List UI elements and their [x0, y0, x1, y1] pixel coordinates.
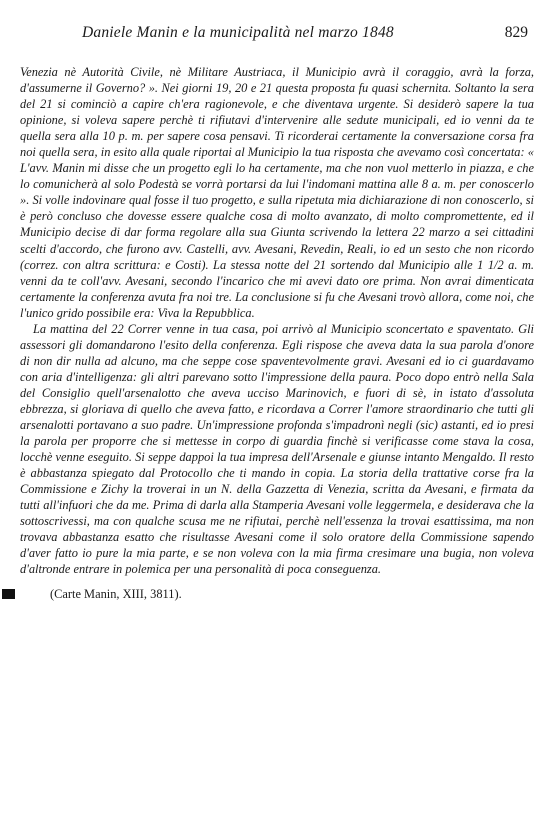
paragraph-2: La mattina del 22 Correr venne in tua casa, poi arrivò al Municipio sconcertato e spaventato. Gli assessori gli domandarono l'esito della conferenza. Egli rispose che aveva data la sua parola d'onore di non dir nulla ad alcuno, ma che seppe cose spaventevolmente gravi. Avesani ed io ci guardavamo con aria d'intelligenza: gli altri parevano sotto l'impressione della paura. Poco dopo entrò nella Sala del Consiglio quell'arsenalotto che aveva ucciso Marinovich, e fuori di sè, in istato d'assoluta ebbrezza, si gloriava di quello che aveva fatto, e ricordava a Correr l'amore straordinario che tutti gli arsenalotti portavano a suo padre. Un'impressione profonda s'impadronì negli (sic) astanti, ed io presi la parola per proporre che si mettesse in corpo di guardia finchè si verificasse come stava la cosa, locchè venne eseguito. Si seppe dappoi la tua impresa dell'Arsenale e giunse intanto Mengaldo. Il resto è abbastanza spiegato dal Protocollo che ti mando in copia. La storia della trattative corse fra la Commissione e Zichy la troverai in un N. della Gazzetta di Venezia, scritta da Avesani, e firmata da tutti all'infuori che da me. Prima di darla alla Stamperia Avesani volle leggermela, e desiderava che la sottoscrivessi, ma con qualche scusa me ne rifiutai, perchè nell'essenza la trovai esattissima, ma non trovava abbastanza esatto che risultasse Avesani come il solo oratore della Commissione sapendo d'aver fatto io pure la mia parte, e se non voleva con la mia firma cresimare una bugia, non voleva d'altronde entrare in polemica per una personalità di poca conseguenza. [20, 321, 534, 577]
header-title: Daniele Manin e la municipalità nel marzo 1848 [82, 24, 394, 41]
citation: (Carte Manin, XIII, 3811). [50, 586, 182, 601]
body-text [20, 64, 534, 602]
running-header [20, 24, 528, 46]
margin-marker [2, 589, 15, 599]
page-number: 829 [504, 24, 528, 41]
paragraph-1: Venezia nè Autorità Civile, nè Militare Austriaca, il Municipio avrà il coraggio, avrà la forza, d'assumerne il Governo? ». Nei giorni 19, 20 e 21 questa proposta fu quasi schernita. Soltanto la sera del 21 si cominciò a capire ch'era ragionevole, e che diventava urgente. Si desiderò sapere la tua opinione, si voleva sapere perchè ti rifiutavi d'intervenire alle sedute municipali, ed io venni da te quella sera alla 10 p. m. per sapere cosa pensavi. Ti ricorderai certamente la conversazione corsa fra noi quella sera, in esito alla quale riportai al Municipio la tua risposta che avevamo così concertata: « L'avv. Manin mi disse che un progetto egli lo ha certamente, ma che non vuol metterlo in piazza, e che lo comunicherà al solo Podestà se vorrà portarsi da lui l'indomani mattina alle 8 a. m. per conoscerlo ». Si volle indovinare qual fosse il tuo progetto, e sulla ripetuta mia dichiarazione di non conoscerlo, si è però concluso che dovesse essere qualche cosa di molto avanzato, di molto compromettente, ed il Municipio decise di dar forma regolare alla sua Giunta scrivendo la lettera 22 marzo a sei cittadini scelti d'accordo, che furono avv. Castelli, avv. Avesani, Revedin, Reali, io ed un sesto che non ricordo (correz. con altra scrittura: e Costi). La stessa notte del 21 sortendo dal Municipio alle 1 1/2 a. m. venni da te coll'avv. Avesani, secondo l'incarico che mi avevi dato ore prima. Non avrai dimenticata certamente la conferenza avuta fra noi tre. La conclusione si fu che Avesani trovò allora, come noi, che l'unico grido possibile era: Viva la Repubblica. [20, 65, 534, 320]
